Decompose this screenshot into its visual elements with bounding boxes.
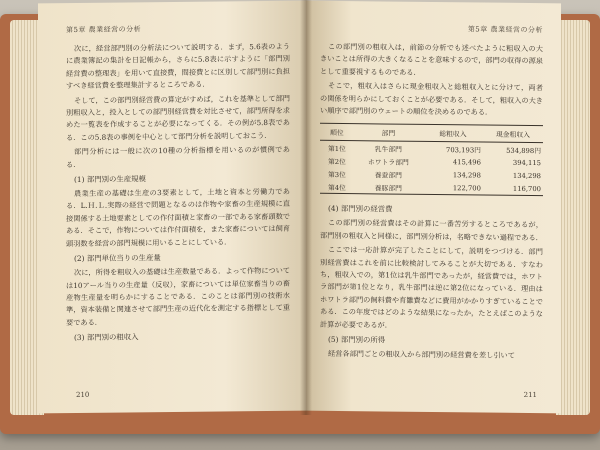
- section-heading: (4) 部門別の経営費: [328, 204, 393, 215]
- page-number-right: 211: [523, 390, 537, 400]
- section-heading: (5) 部門別の所得: [328, 334, 386, 345]
- column-header-total-gross: 総粗収入: [423, 125, 483, 143]
- cell-division: 乳牛部門: [374, 145, 402, 154]
- cell-rank: 第4位: [320, 180, 354, 194]
- paragraph: そこで，粗収入はさらに現金粗収入と総粗収入とに分けて，両者の関係を明らかにしておくことが必要である．そして，粗収入の大きい順序で部門別のウェートの順位を決めるのである．: [320, 81, 543, 117]
- cell-division: 養蚕部門: [374, 171, 402, 180]
- section-heading: (2) 部門単位当りの生産量: [74, 253, 161, 264]
- cell-cash-gross: 534,898円: [506, 146, 541, 156]
- open-book: [8, 0, 590, 430]
- ranking-table: [320, 123, 543, 196]
- cell-total-gross: 415,496: [452, 158, 481, 167]
- page-number-left: 210: [76, 390, 90, 400]
- right-page: [306, 1, 561, 414]
- cell-cash-gross: 116,700: [483, 182, 543, 196]
- cell-total-gross: 122,700: [423, 181, 483, 195]
- column-header-division: 部門: [354, 124, 423, 142]
- cell-total-gross: 703,193円: [446, 146, 481, 155]
- section-text: 農業生産の基礎は生産の3要素として，土地と資本と労働力である．L.Ｈ.Ｌ.実際の経営で問題となるのは作物や家畜の生産規模に直接関係する土地要素としての作付面積と家畜の一部である家畜頭数である．そこで，作物については作付面積を，また家畜については飼育頭羽数を経営の部門規模に用いることにしている．: [66, 186, 290, 248]
- column-header-cash-gross: 現金粗収入: [483, 125, 543, 143]
- running-head-right: 第5章 農業経営の分析: [467, 25, 543, 35]
- paragraph: 部門分析には一般に次の10種の分析指標を用いるのが慣例である．: [66, 145, 290, 169]
- section-text: 次に，所得を粗収入の基礎は生産数量である．よって作物については10アール当りの生産量（反収），家畜については単位家畜当りの畜産物生産量を明らかにすることである．このことは部門別の技術水準，資本装備と関連させて部門生産の近代化を測定する指標として重要である．: [66, 265, 290, 327]
- section-heading: (1) 部門別の生産規模: [74, 174, 146, 185]
- paragraph: 次に，経営部門別の分析法について説明する．まず，5.6表のように農業簿記の集計を日記帳から，さらに5.8表に示すように「部門別経営費の整理表」を用いて直接費，間接費とに区別して部門別に負担すべき経営費を整理集計するところである．: [66, 41, 290, 91]
- book-gutter: [300, 0, 312, 415]
- cell-cash-gross: 134,298: [512, 171, 541, 181]
- section-text: この部門別の経営費はその計算に一番苦労するところであるが，部門別の粗収入と同様に，部門別分析は，名略できない過程である．: [320, 218, 543, 242]
- table-row: [320, 180, 543, 196]
- cell-rank: 第3位: [327, 170, 346, 180]
- page-edges-right: [556, 20, 590, 415]
- left-page: [38, 1, 306, 414]
- section-text: 経営各部門ごとの粗収入から部門別の経営費を差し引いて: [328, 348, 515, 360]
- cell-rank: 第2位: [327, 157, 346, 167]
- section-text: ここでは一応計算が完了したことにして，説明をつづける．部門別経営費はこれを前に比較検討してみることが大切である．すなわち，粗収入での，第1位は乳牛部門であったが，経営費では，ホワトラ部門が第1位となり，乳牛部門は逆に第2位になっている．理由はホワトラ部門の飼料費や育雛費などに費用がかかりすぎていることである．この年度ではどのような結果になったか，たとえばこのような計算が必要であるが．: [320, 245, 543, 330]
- cell-total-gross: 134,298: [452, 171, 481, 180]
- running-head-left: 第5章 農業経営の分析: [66, 25, 142, 35]
- paragraph: この部門別の粗収入は，前節の分析でも述べたように粗収入の大きいことは所得の大きくなることを意味するので，部門の収得の源泉として重要視するものである．: [320, 41, 543, 77]
- paragraph: そして，この部門別経営費の算定がすめば，これを基準として部門別粗収入と，投入としての部門別経営費を対比させて，部門所得を求めた一覧表を作成することが必要になってくる．その例が5.8表である．この5.8表の事例を中心として部門分析を説明しておこう．: [66, 93, 290, 142]
- column-header-rank: 順位: [320, 124, 354, 141]
- cell-cash-gross: 394,115: [512, 158, 541, 168]
- cell-division: 養豚部門: [354, 181, 423, 195]
- cell-rank: 第1位: [327, 144, 346, 154]
- section-heading: (3) 部門別の粗収入: [74, 332, 139, 343]
- cell-division: ホワトラ部門: [367, 158, 409, 167]
